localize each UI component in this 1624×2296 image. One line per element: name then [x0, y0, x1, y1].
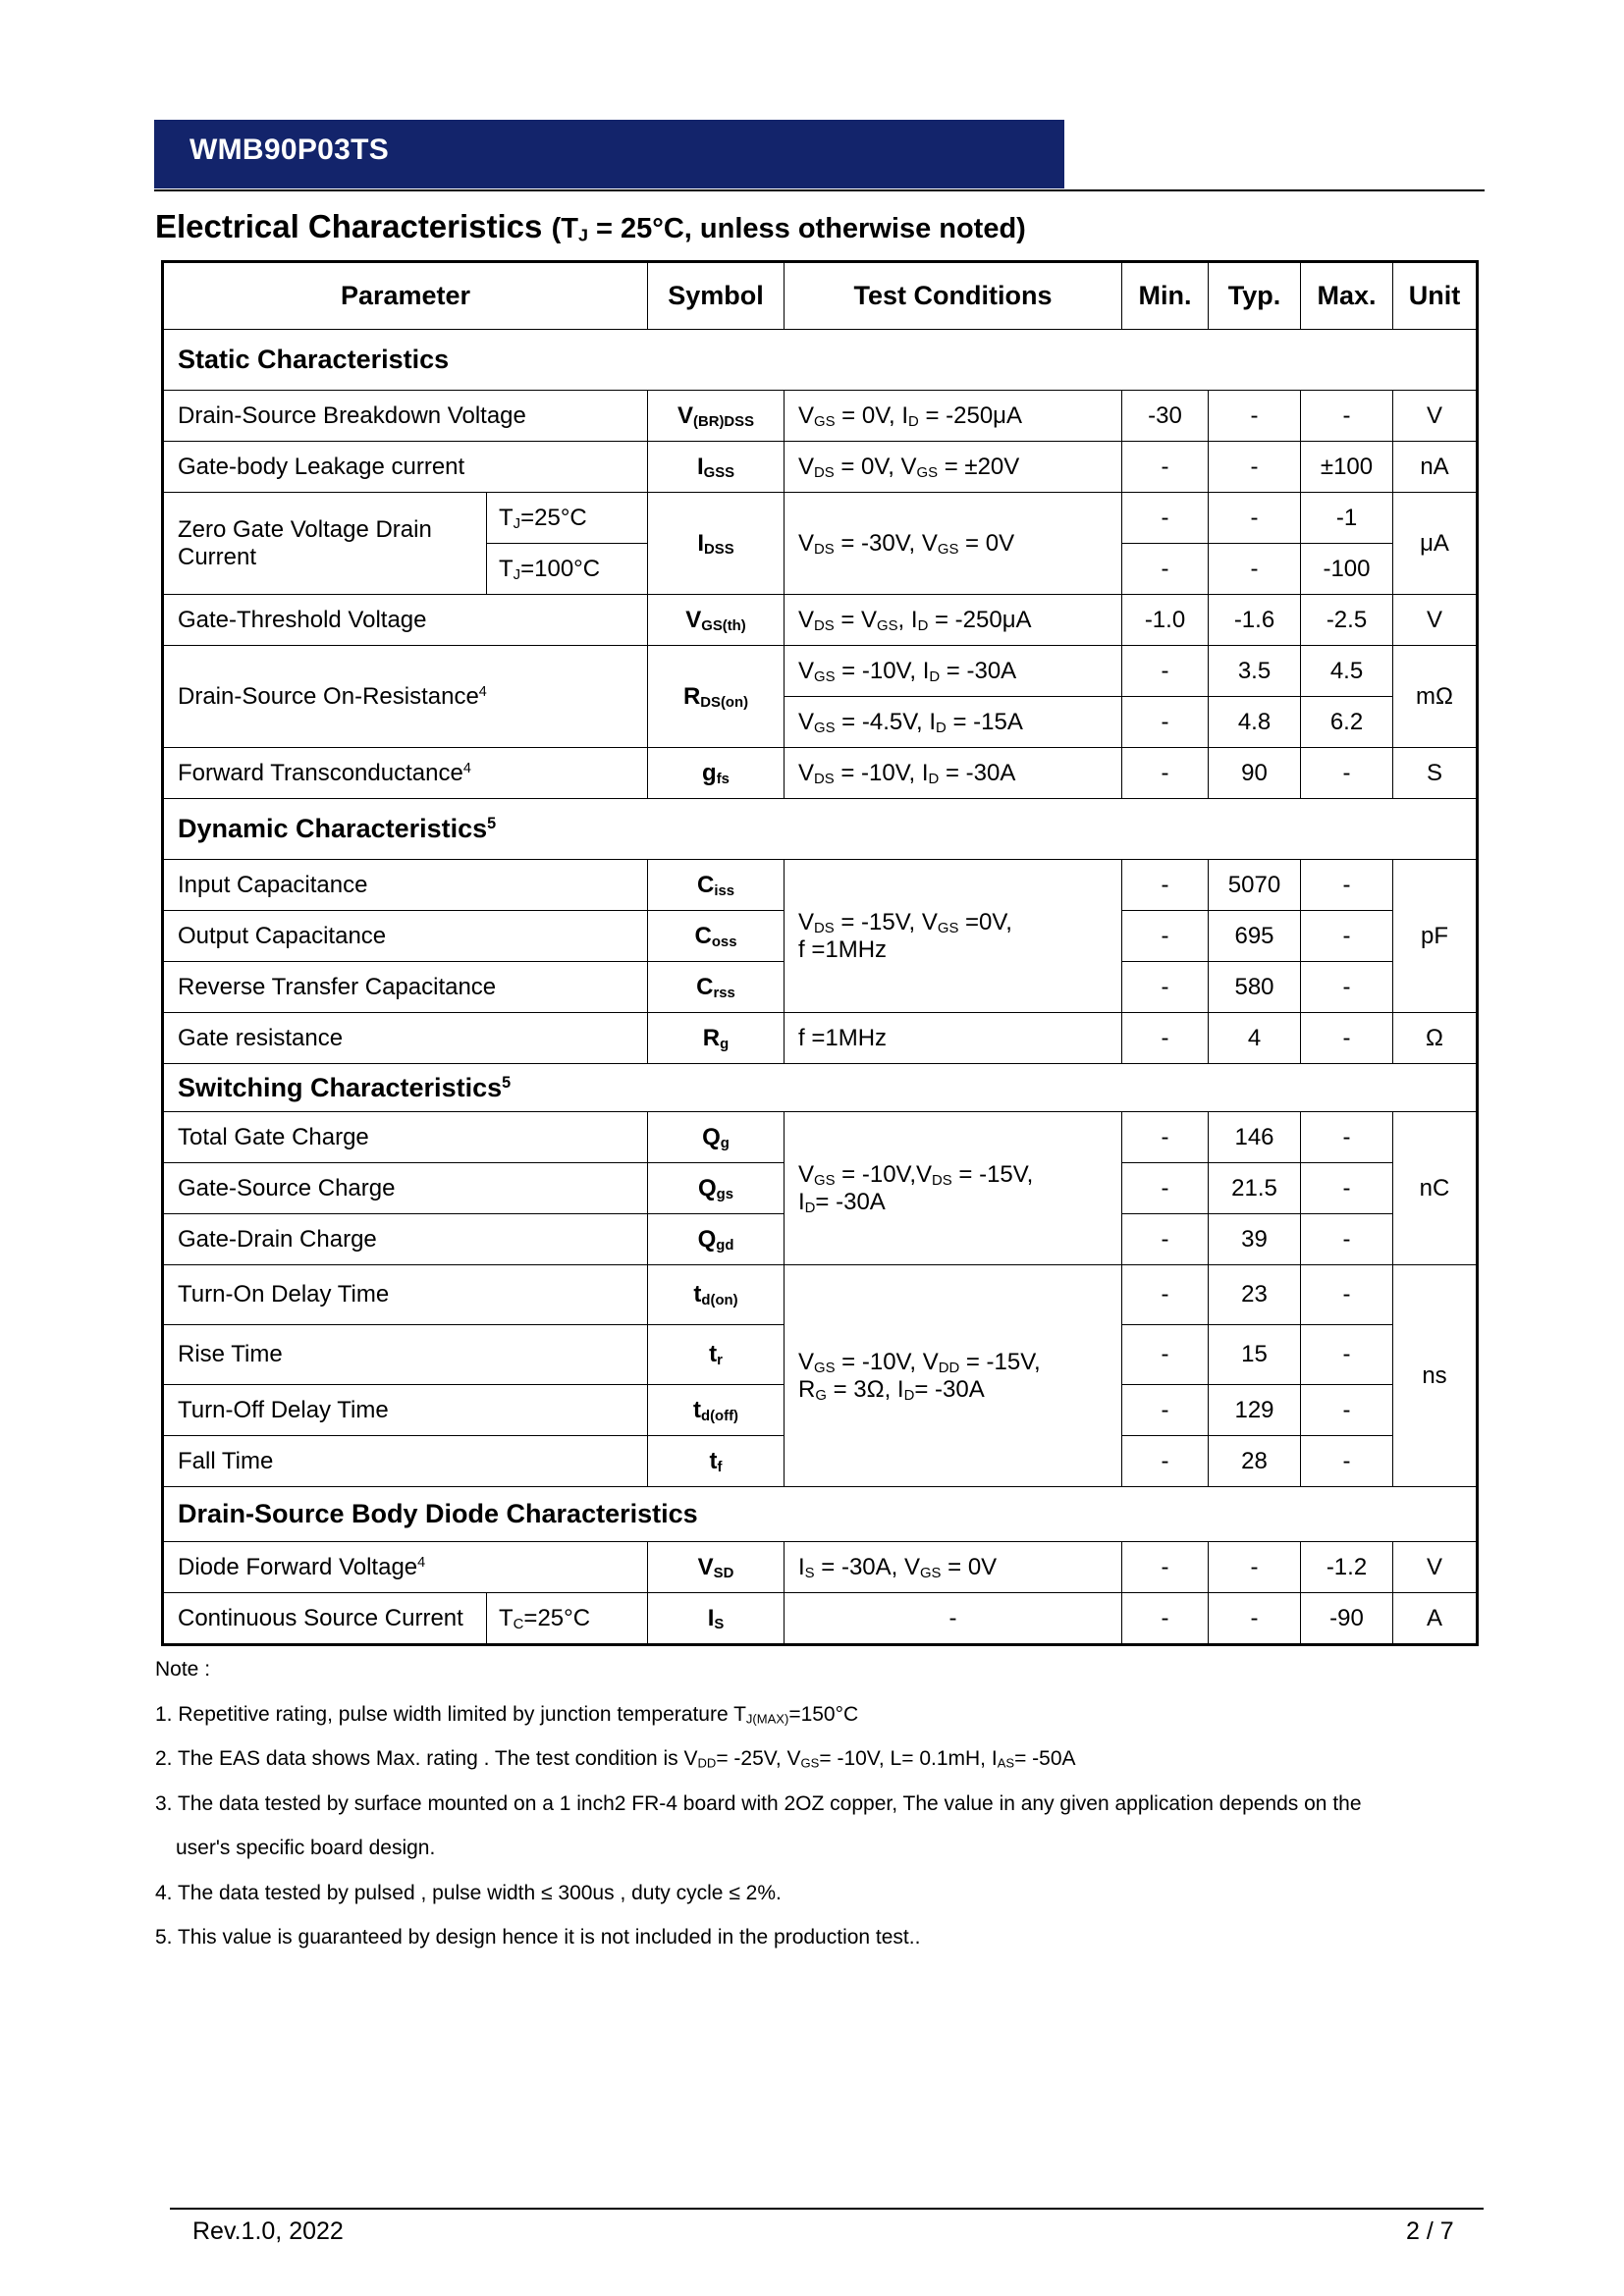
table-row: Gate-Threshold Voltage $V_{GS(th)}$ $V_{DS} = V_{GS}$, $I_D = -250\mu A$ -1.0 -1.6 -2.5 V	[163, 595, 1478, 646]
table-row: Diode Forward Voltage$^4$ $V_{SD}$ $I_S = -30A$, $V_{GS} = 0V$ - - -1.2 V	[163, 1542, 1478, 1593]
table-row: Gate-Source Charge $Q_{gs}$ - 21.5 -	[163, 1163, 1478, 1214]
header-typ: Typ.	[1209, 262, 1301, 330]
header-test-conditions: Test Conditions	[785, 262, 1122, 330]
table-row: Gate-body Leakage current $I_{GSS}$ $V_{DS} = 0V$, $V_{GS} = \pm 20V$ - - ±100 nA	[163, 442, 1478, 493]
table-row: Forward Transconductance$^4$ $g_{fs}$ $V_{DS} = -10V$, $I_D = -30A$ - 90 - S	[163, 748, 1478, 799]
table-row: Gate resistance $R_g$ f =1MHz - 4 - Ω	[163, 1013, 1478, 1064]
table-row: Reverse Transfer Capacitance $C_{rss}$ - 580 -	[163, 962, 1478, 1013]
page-title: Electrical Characteristics ($T_J = 25^\circ C$, unless otherwise noted)	[155, 208, 1026, 245]
header-banner	[154, 120, 1064, 188]
revision: Rev.1.0, 2022	[192, 2217, 344, 2245]
header-symbol: Symbol	[648, 262, 785, 330]
part-number: WMB90P03TS	[189, 133, 390, 166]
table-row: $T_J=100^\circ C$ - - -100	[163, 544, 1478, 595]
section-dynamic: Dynamic Characteristics$^5$	[163, 799, 1478, 860]
header-rule	[154, 189, 1485, 191]
title-conditions: ($T_J = 25^\circ C$, unless otherwise noted)	[551, 213, 1026, 245]
table-row: Output Capacitance $C_{oss}$ - 695 -	[163, 911, 1478, 962]
section-body-diode: Drain-Source Body Diode Characteristics	[163, 1487, 1478, 1542]
note-4: 4. The data tested by pulsed , pulse width ≤ 300us , duty cycle ≤ 2%.	[155, 1881, 782, 1904]
header-parameter: Parameter	[163, 262, 648, 330]
note-3: 3. The data tested by surface mounted on a 1 inch2 FR-4 board with 2OZ copper, The value in any given application depends on the	[155, 1791, 1362, 1815]
notes	[155, 1647, 1490, 1960]
section-static: Static Characteristics	[163, 330, 1478, 391]
table-row: Fall Time $t_f$ - 28 -	[163, 1436, 1478, 1487]
notes-heading: Note :	[155, 1658, 211, 1681]
table-row: Turn-Off Delay Time $t_{d(off)}$ - 129 -	[163, 1385, 1478, 1436]
table-row: Gate-Drain Charge $Q_{gd}$ - 39 -	[163, 1214, 1478, 1265]
table-row: Input Capacitance $C_{iss}$ $V_{DS} = -15V$, $V_{GS} =0V$, f =1MHz - 5070 - pF	[163, 860, 1478, 911]
table-row: Drain-Source On-Resistance$^4$ $R_{DS(on)}$ $V_{GS} = -10V$, $I_D = -30A$ - 3.5 4.5 mΩ	[163, 646, 1478, 697]
electrical-characteristics-table	[161, 260, 1479, 1646]
note-1: 1. Repetitive rating, pulse width limited by junction temperature $T_{J(MAX)}=150^\circ C$	[155, 1702, 859, 1727]
table-row: Rise Time $t_r$ - 15 -	[163, 1325, 1478, 1385]
footer-rule	[170, 2208, 1484, 2210]
header-unit: Unit	[1393, 262, 1478, 330]
header-max: Max.	[1301, 262, 1393, 330]
section-switching: Switching Characteristics$^5$	[163, 1064, 1478, 1112]
table-header-row	[163, 262, 1478, 330]
note-5: 5. This value is guaranteed by design hence it is not included in the production test..	[155, 1926, 921, 1949]
table-row: Total Gate Charge $Q_g$ $V_{GS} = -10V,V_{DS} = -15V$, $I_D= -30A$ - 146 - nC	[163, 1112, 1478, 1163]
header-min: Min.	[1122, 262, 1209, 330]
table-row: Zero Gate Voltage Drain Current $T_J=25^\circ C$ $I_{DSS}$ $V_{DS} = -30V$, $V_{GS} = 0V$ - - -1 μA	[163, 493, 1478, 544]
table-row: Continuous Source Current $T_C=25^\circ C$ $I_S$ - - - -90 A	[163, 1593, 1478, 1645]
page-number: 2 / 7	[1406, 2217, 1454, 2245]
table-row: $V_{GS} = -4.5V$, $I_D = -15A$ - 4.8 6.2	[163, 697, 1478, 748]
note-3-continued: user's specific board design.	[176, 1837, 436, 1859]
table-row: Turn-On Delay Time $t_{d(on)}$ $V_{GS} = -10V$, $V_{DD} = -15V$, $R_G = 3\Omega$, $I_D= -30A$ - 23 - ns	[163, 1265, 1478, 1325]
table-row: Drain-Source Breakdown Voltage $V_{(BR)DSS}$ $V_{GS} = 0V$, $I_D = -250\mu A$ -30 - - V	[163, 391, 1478, 442]
note-2: 2. The EAS data shows Max. rating . The test condition is $V_{DD}= -25V$, $V_{GS}= -10V$, L= 0.1mH, $I_{AS}= -50A$	[155, 1747, 1076, 1771]
